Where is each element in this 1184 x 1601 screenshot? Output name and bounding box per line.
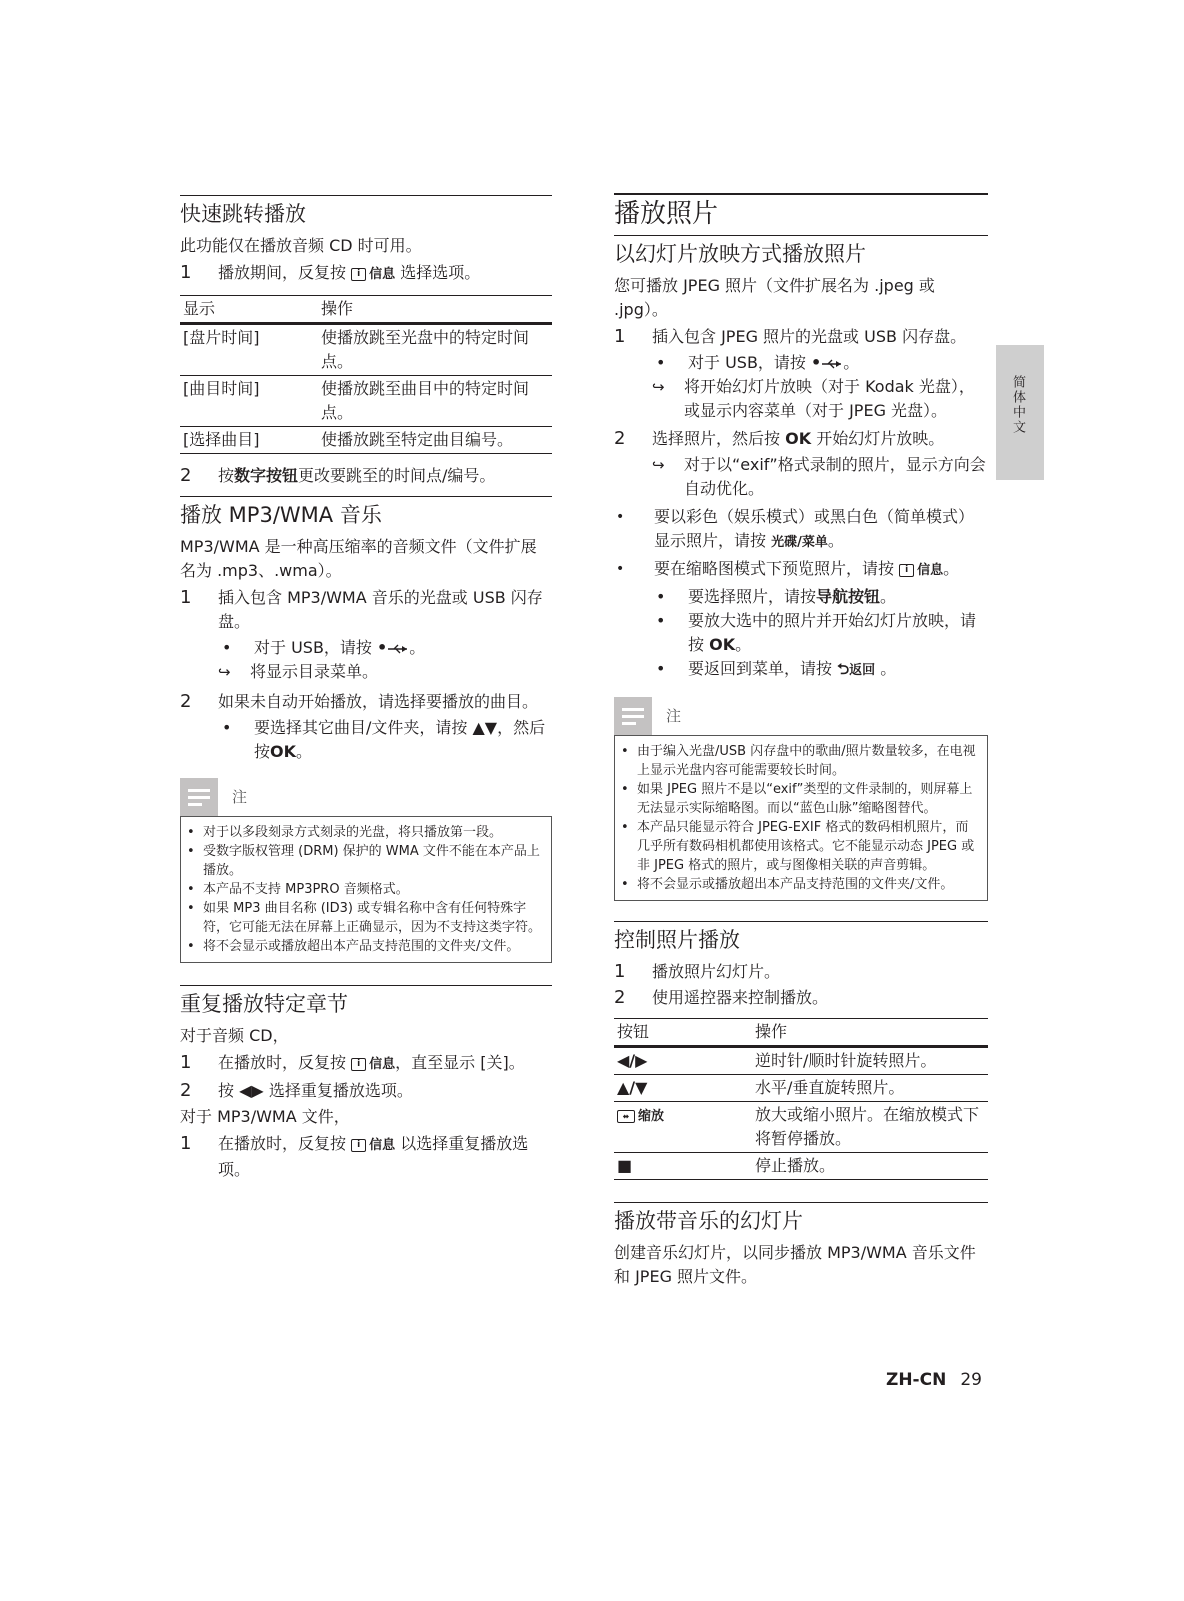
table-cell: 逆时针/顺时针旋转照片。 bbox=[752, 1047, 988, 1075]
mp3-result bbox=[180, 660, 552, 684]
result-text: 对于以“exif”格式录制的照片，显示方向会自动优化。 bbox=[684, 455, 986, 498]
back-button-label: ⮌返回 bbox=[837, 660, 876, 678]
bullet-icon: • bbox=[616, 509, 625, 525]
sub-bullet-zoom bbox=[614, 609, 988, 657]
bullet-text: 要在缩略图模式下预览照片，请按 bbox=[654, 559, 895, 578]
info-button-label: i 信息 bbox=[351, 267, 395, 282]
bullet-icon: • bbox=[222, 718, 232, 737]
ok-button-label: OK bbox=[270, 742, 297, 761]
table-row bbox=[180, 427, 552, 454]
sub-bullet-back bbox=[614, 657, 988, 683]
note-icon bbox=[614, 697, 652, 735]
usb-icon: • bbox=[377, 638, 409, 657]
page-footer bbox=[886, 1370, 982, 1390]
side-tab-label: 简体中文 bbox=[1010, 375, 1025, 435]
bullet-icon: • bbox=[616, 561, 625, 577]
bullet-text: 。 bbox=[880, 659, 897, 678]
ok-button-label: OK bbox=[709, 635, 736, 654]
section-title-music-slideshow: 播放带音乐的幻灯片 bbox=[614, 1202, 988, 1235]
section-title-quick-skip: 快速跳转播放 bbox=[180, 195, 552, 228]
table-cell: [选择曲目] bbox=[180, 427, 318, 454]
table-cell: 使播放跳至特定曲目编号。 bbox=[318, 427, 552, 454]
section-title-slideshow: 以幻灯片放映方式播放照片 bbox=[614, 235, 988, 268]
bullet-text: 要放大选中的照片并开始幻灯片放映，请按 bbox=[688, 611, 977, 654]
bullet-icon: • bbox=[656, 587, 666, 606]
note-item: • 本产品不支持 MP3PRO 音频格式。 bbox=[187, 882, 409, 897]
result-arrow-icon: ↪ bbox=[652, 378, 665, 396]
sub-bullet-select bbox=[614, 585, 988, 609]
thumbnail-bullet bbox=[614, 557, 988, 583]
ok-button-label: OK bbox=[785, 429, 812, 448]
nav-buttons-label: 导航按钮 bbox=[816, 587, 881, 606]
step-number: 2 bbox=[180, 691, 192, 712]
bullet-icon: • bbox=[656, 611, 666, 630]
note-block-photos bbox=[614, 697, 988, 901]
step-text: ，直至显示 [关]。 bbox=[395, 1053, 525, 1072]
step-text: 选择重复播放选项。 bbox=[268, 1081, 413, 1100]
note-item: • 由于编入光盘/USB 闪存盘中的歌曲/照片数量较多，在电视上显示光盘内容可能需要较长时间。 bbox=[621, 744, 976, 778]
left-right-arrows-icon: ◀▶ bbox=[239, 1081, 264, 1100]
music-slideshow-intro: 创建音乐幻灯片，以同步播放 MP3/WMA 音乐文件和 JPEG 照片文件。 bbox=[614, 1243, 976, 1286]
table-cell: 停止播放。 bbox=[752, 1153, 988, 1180]
bullet-text: 。 bbox=[827, 531, 844, 550]
step-number: 2 bbox=[180, 465, 192, 486]
color-mode-bullet bbox=[614, 505, 988, 555]
table-cell: 使播放跳至光盘中的特定时间点。 bbox=[318, 324, 552, 376]
bullet-text: 要返回到菜单，请按 bbox=[688, 659, 833, 678]
note-item: • 受数字版权管理 (DRM) 保护的 WMA 文件不能在本产品上播放。 bbox=[187, 844, 540, 878]
table-cell: [曲目时间] bbox=[180, 376, 318, 427]
info-icon: i bbox=[351, 1058, 366, 1071]
step-text: 使用遥控器来控制播放。 bbox=[652, 988, 829, 1007]
table-cell: 使播放跳至曲目中的特定时间点。 bbox=[318, 376, 552, 427]
photo-control-table bbox=[614, 1018, 988, 1180]
bullet-icon: • bbox=[656, 353, 666, 372]
note-box bbox=[180, 816, 552, 963]
usb-icon: • bbox=[811, 353, 843, 372]
note-icon bbox=[180, 778, 218, 816]
table-cell: ▲/▼ bbox=[614, 1075, 752, 1102]
note-item: • 将不会显示或播放超出本产品支持范围的文件夹/文件。 bbox=[621, 877, 954, 892]
repeat-step-2 bbox=[180, 1079, 552, 1103]
step-number: 1 bbox=[180, 1133, 192, 1154]
right-column bbox=[614, 193, 988, 1292]
numeric-buttons-label: 数字按钮 bbox=[234, 466, 299, 485]
section-title-control: 控制照片播放 bbox=[614, 921, 988, 954]
left-column bbox=[180, 195, 552, 1184]
bullet-text: 。 bbox=[735, 635, 752, 654]
info-button-label: i 信息 bbox=[351, 1057, 395, 1072]
table-row bbox=[180, 324, 552, 376]
table-header: 操作 bbox=[318, 296, 552, 324]
step-text: 在播放时，反复按 bbox=[218, 1053, 347, 1072]
bullet-text: 对于 USB，请按 bbox=[254, 638, 372, 657]
step-text: 播放期间，反复按 bbox=[218, 263, 347, 282]
section-title-repeat: 重复播放特定章节 bbox=[180, 985, 552, 1018]
section-title-photos: 播放照片 bbox=[614, 193, 988, 231]
step-text: 如果未自动开始播放，请选择要播放的曲目。 bbox=[218, 692, 539, 711]
bullet-text: 要选择其它曲目/文件夹，请按 ▲▼，然后按 bbox=[254, 718, 546, 761]
step-text: 选择选项。 bbox=[400, 263, 481, 282]
step-number: 1 bbox=[180, 262, 192, 283]
table-header: 显示 bbox=[180, 296, 318, 324]
table-cell: 放大或缩小照片。在缩放模式下将暂停播放。 bbox=[752, 1102, 988, 1153]
result-text: 将显示目录菜单。 bbox=[250, 662, 379, 681]
step-text: 开始幻灯片放映。 bbox=[816, 429, 945, 448]
result-arrow-icon: ↪ bbox=[218, 663, 231, 681]
slideshow-step-1 bbox=[614, 325, 988, 349]
bullet-text: 。 bbox=[409, 638, 426, 657]
disc-menu-button-label: 光碟/菜单 bbox=[771, 535, 828, 550]
bullet-icon: • bbox=[656, 659, 666, 678]
control-step-1 bbox=[614, 960, 988, 984]
page-number: 29 bbox=[960, 1370, 982, 1390]
slideshow-result-2 bbox=[614, 453, 988, 501]
step-number: 1 bbox=[614, 326, 626, 347]
step-number: 1 bbox=[180, 1052, 192, 1073]
slideshow-intro: 您可播放 JPEG 照片（文件扩展名为 .jpeg 或 .jpg）。 bbox=[614, 276, 935, 319]
note-item: • 如果 JPEG 照片不是以“exif”类型的文件录制的，则屏幕上无法显示实际缩略图。而以“蓝色山脉”缩略图替代。 bbox=[621, 782, 973, 816]
bullet-text: 。 bbox=[880, 587, 897, 606]
step-text: 插入包含 MP3/WMA 音乐的光盘或 USB 闪存盘。 bbox=[218, 588, 543, 631]
step-number: 1 bbox=[614, 961, 626, 982]
info-icon: i bbox=[899, 564, 914, 577]
step-text: 选择照片，然后按 bbox=[652, 429, 781, 448]
table-header: 按钮 bbox=[614, 1019, 752, 1047]
info-button-label: i 信息 bbox=[899, 563, 943, 578]
table-cell: ◀/▶ bbox=[614, 1047, 752, 1075]
step-number: 1 bbox=[180, 587, 192, 608]
mp3-step-1 bbox=[180, 586, 552, 634]
step-text: 更改要跳至的时间点/编号。 bbox=[298, 466, 496, 485]
note-item: • 如果 MP3 曲目名称 (ID3) 或专辑名称中含有任何特殊字符，它可能无法在屏幕上正确显示，因为不支持这类字符。 bbox=[187, 901, 542, 935]
note-box bbox=[614, 735, 988, 901]
note-label: 注 bbox=[666, 707, 682, 725]
step-text: 以选择重复播放选项。 bbox=[218, 1134, 529, 1179]
mp3-select-bullet bbox=[180, 716, 552, 764]
step-text: 播放照片幻灯片。 bbox=[652, 962, 781, 981]
note-item: • 对于以多段刻录方式刻录的光盘，将只播放第一段。 bbox=[187, 825, 503, 840]
back-icon: ⮌ bbox=[837, 660, 850, 678]
mp3-usb-bullet bbox=[180, 636, 552, 660]
slideshow-usb-bullet bbox=[614, 351, 988, 375]
table-cell: ■ bbox=[614, 1153, 752, 1180]
note-label: 注 bbox=[232, 788, 248, 806]
step-number: 2 bbox=[614, 987, 626, 1008]
table-cell: [盘片时间] bbox=[180, 324, 318, 376]
note-block-mp3 bbox=[180, 778, 552, 963]
slideshow-step-2 bbox=[614, 427, 988, 451]
bullet-text: 。 bbox=[843, 353, 860, 372]
quick-intro: 此功能仅在播放音频 CD 时可用。 bbox=[180, 236, 422, 255]
mp3-intro: MP3/WMA 是一种高压缩率的音频文件（文件扩展名为 .mp3、.wma）。 bbox=[180, 537, 537, 580]
step-text: 按 bbox=[218, 1081, 235, 1100]
bullet-icon: • bbox=[222, 638, 232, 657]
step-number: 2 bbox=[180, 1080, 192, 1101]
slideshow-result-1 bbox=[614, 375, 988, 423]
quick-skip-table bbox=[180, 295, 552, 454]
bullet-text: 。 bbox=[943, 559, 960, 578]
repeat-mp3-heading: 对于 MP3/WMA 文件， bbox=[180, 1107, 350, 1126]
table-row bbox=[614, 1047, 988, 1075]
info-icon: i bbox=[351, 1139, 366, 1152]
table-row bbox=[180, 376, 552, 427]
step-number: 2 bbox=[614, 428, 626, 449]
footer-language: ZH-CN bbox=[886, 1370, 947, 1390]
result-arrow-icon: ↪ bbox=[652, 456, 665, 474]
note-item: • 本产品只能显示符合 JPEG-EXIF 格式的数码相机照片，而几乎所有数码相机都使用该格式。它不能显示动态 JPEG 或非 JPEG 格式的照片，或与图像相关联的声音剪辑。 bbox=[621, 820, 975, 873]
table-row bbox=[614, 1153, 988, 1180]
bullet-text: 。 bbox=[296, 742, 313, 761]
table-cell: ⬌ 缩放 bbox=[614, 1102, 752, 1153]
bullet-text: 要以彩色（娱乐模式）或黑白色（简单模式）显示照片，请按 bbox=[654, 507, 975, 550]
note-item: • 将不会显示或播放超出本产品支持范围的文件夹/文件。 bbox=[187, 939, 520, 954]
repeat-step-1 bbox=[180, 1051, 552, 1077]
section-title-mp3: 播放 MP3/WMA 音乐 bbox=[180, 496, 552, 529]
quick-step-2 bbox=[180, 464, 552, 488]
table-cell: 水平/垂直旋转照片。 bbox=[752, 1075, 988, 1102]
result-text: 将开始幻灯片放映（对于 Kodak 光盘），或显示内容菜单（对于 JPEG 光盘）。 bbox=[684, 377, 975, 420]
info-icon: i bbox=[351, 268, 366, 281]
step-text: 按 bbox=[218, 466, 235, 485]
mp3-step-2 bbox=[180, 690, 552, 714]
repeat-step-mp3-1 bbox=[180, 1132, 552, 1182]
language-side-tab bbox=[996, 345, 1044, 480]
control-step-2 bbox=[614, 986, 988, 1010]
table-row bbox=[614, 1075, 988, 1102]
table-header: 操作 bbox=[752, 1019, 988, 1047]
repeat-cd-heading: 对于音频 CD， bbox=[180, 1026, 289, 1045]
table-row bbox=[614, 1102, 988, 1153]
bullet-text: 对于 USB，请按 bbox=[688, 353, 806, 372]
info-button-label: i 信息 bbox=[351, 1138, 395, 1153]
quick-step-1 bbox=[180, 261, 552, 287]
step-text: 在播放时，反复按 bbox=[218, 1134, 347, 1153]
step-text: 插入包含 JPEG 照片的光盘或 USB 闪存盘。 bbox=[652, 327, 967, 346]
zoom-icon: ⬌ bbox=[617, 1110, 635, 1123]
bullet-text: 要选择照片，请按 bbox=[688, 587, 817, 606]
